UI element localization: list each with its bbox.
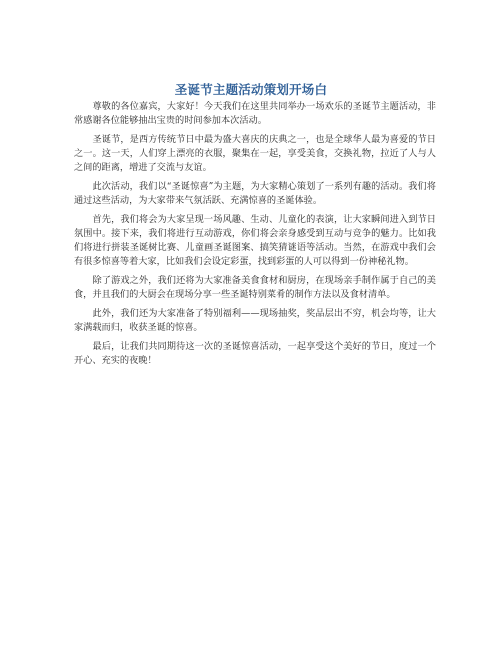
document-title: 圣诞节主题活动策划开场白	[174, 82, 328, 97]
paragraph-greeting: 尊敬的各位嘉宾，大家好！今天我们在这里共同举办一场欢乐的圣诞节主题活动，非常感谢各位能够抽出宝贵的时间参加本次活动。	[74, 101, 436, 126]
paragraph-closing: 最后，让我们共同期待这一次的圣诞惊喜活动，一起享受这个美好的节日，度过一个开心、充实的夜晚！	[74, 341, 436, 366]
paragraph-lottery: 此外，我们还为大家准备了特别福利——现场抽奖，奖品层出不穷，机会均等，让大家满载而归，收获圣诞的惊喜。	[74, 308, 436, 333]
document-body	[74, 100, 436, 373]
paragraph-games: 首先，我们将会为大家呈现一场风趣、生动、儿童化的表演，让大家瞬间进入到节日氛围中。接下来，我们将进行互动游戏，你们将会亲身感受到互动与竞争的魅力。比如我们将进行拼装圣诞树比赛、儿童画圣诞图案、搞笑猜谜语等活动。当然，在游戏中我们会有很多惊喜等着大家，比如我们会设定彩蛋，找到彩蛋的人可以得到一份神秘礼物。	[74, 214, 436, 267]
paragraph-theme: 此次活动，我们以“圣诞惊喜”为主题，为大家精心策划了一系列有趣的活动。我们将通过这些活动，为大家带来气氛活跃、充满惊喜的圣诞体验。	[74, 181, 436, 206]
paragraph-christmas-intro: 圣诞节，是西方传统节日中最为盛大喜庆的庆典之一，也是全球华人最为喜爱的节日之一。这一天，人们穿上漂亮的衣服，聚集在一起，享受美食，交换礼物，拉近了人与人之间的距离，增进了交流与友谊。	[74, 134, 436, 173]
paragraph-food: 除了游戏之外，我们还将为大家准备美食食材和厨房，在现场亲手制作属于自己的美食，并且我们的大厨会在现场分享一些圣诞特别菜肴的制作方法以及食材清单。	[74, 275, 436, 300]
